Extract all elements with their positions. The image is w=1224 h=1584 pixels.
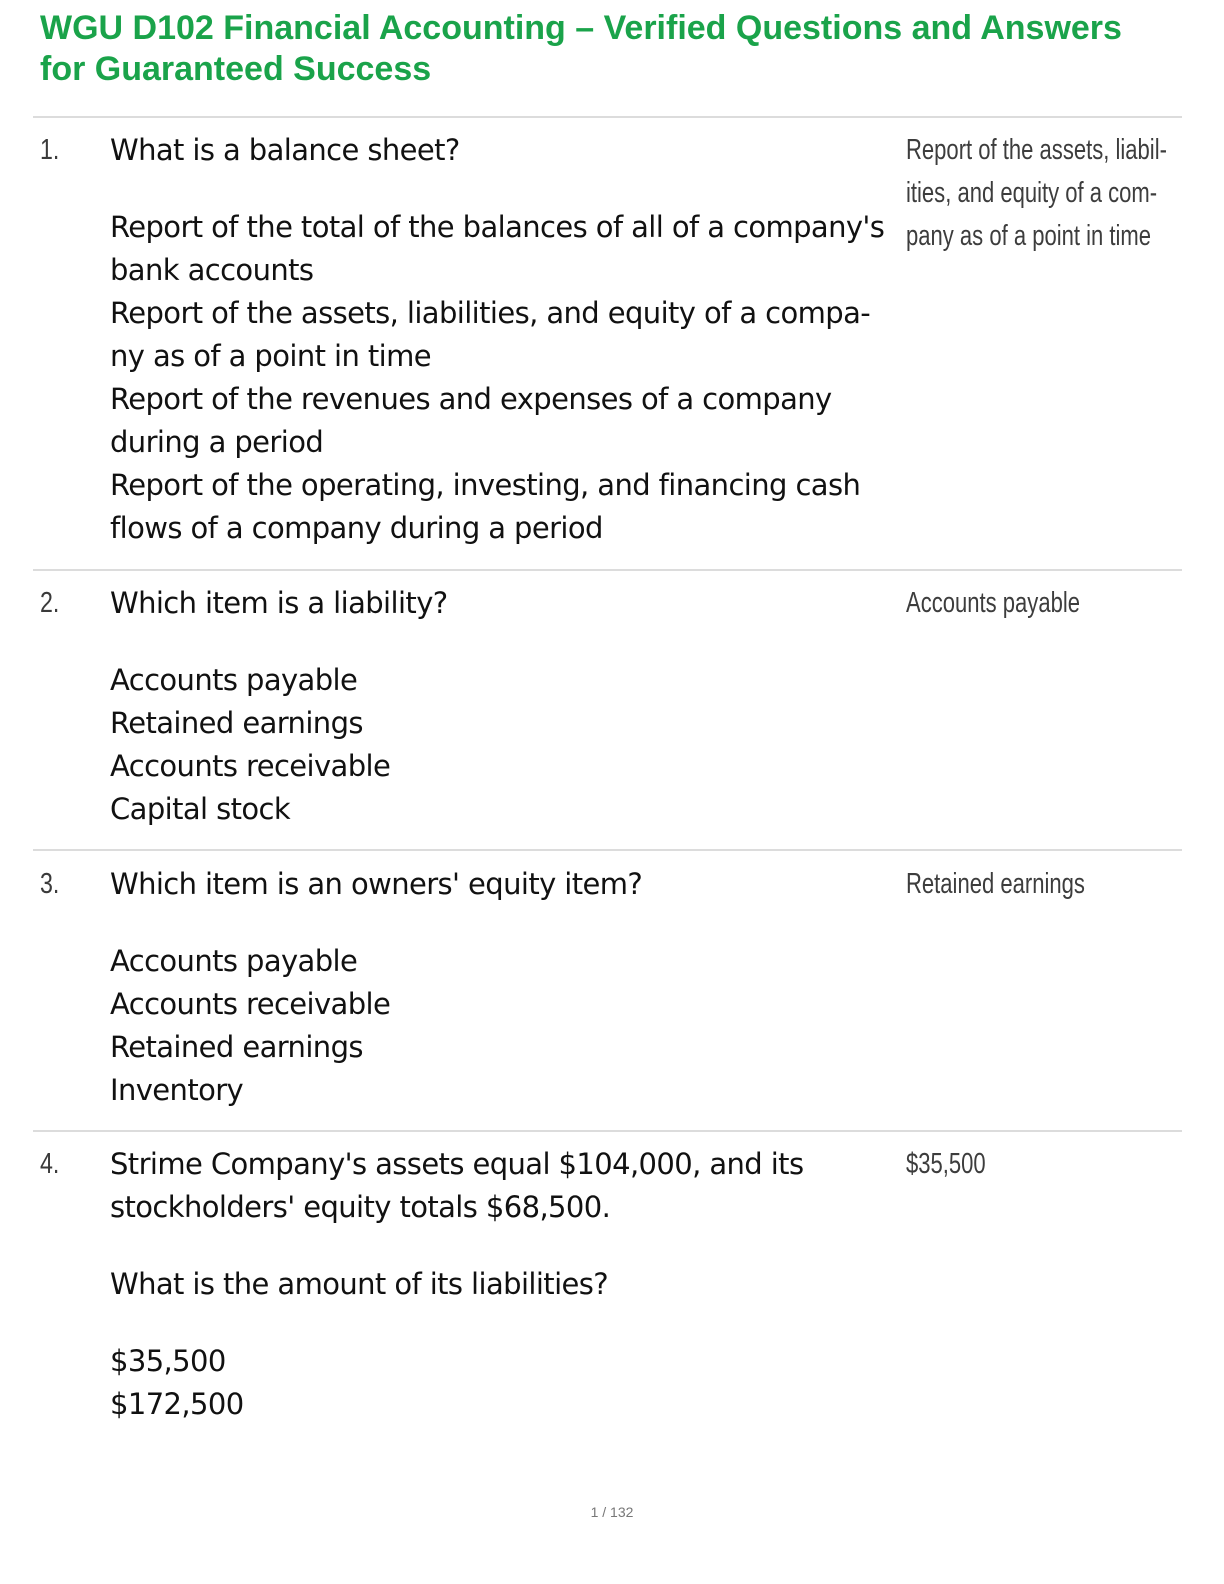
title-line: for Guaranteed Success: [40, 50, 432, 88]
divider: [33, 1130, 1182, 1132]
option-text: Accounts receivable: [110, 749, 391, 783]
title-line: WGU D102 Financial Accounting – Verified Questions and Answers: [40, 9, 1122, 47]
answer-text: [906, 863, 1164, 906]
question-number: 2.: [40, 587, 60, 619]
question-number: 4.: [40, 1148, 60, 1180]
answer-line: $35,500: [906, 1148, 986, 1180]
option-text: $35,500: [110, 1344, 226, 1378]
question-number: 3.: [40, 868, 60, 900]
answer-line: Report of the assets, liabil-: [906, 134, 1167, 166]
question-text: Which item is a liability?: [110, 586, 448, 620]
answer-line: Retained earnings: [906, 868, 1085, 900]
option-text: ny as of a point in time: [110, 339, 431, 373]
option-text: Accounts payable: [110, 944, 358, 978]
option-text: Accounts receivable: [110, 987, 391, 1021]
option-text: flows of a company during a period: [110, 511, 603, 545]
divider: [33, 849, 1182, 851]
document-title: [40, 8, 1190, 90]
question-number: 1.: [40, 134, 60, 166]
option-text: Report of the total of the balances of all of a company's: [110, 210, 885, 244]
answer-text: [906, 1143, 1164, 1186]
answer-line: pany as of a point in time: [906, 220, 1152, 252]
option-text: Report of the revenues and expenses of a company: [110, 382, 832, 416]
answer-text: [906, 129, 1167, 258]
divider: [33, 569, 1182, 571]
option-text: Report of the assets, liabilities, and equity of a compa-: [110, 296, 871, 330]
option-text: Report of the operating, investing, and financing cash: [110, 468, 861, 502]
question-body: [110, 863, 900, 1112]
option-text: Retained earnings: [110, 706, 363, 740]
option-text: Retained earnings: [110, 1030, 363, 1064]
question-text: Strime Company's assets equal $104,000, and its: [110, 1147, 804, 1181]
question-text: Which item is an owners' equity item?: [110, 867, 643, 901]
question-followup: What is the amount of its liabilities?: [110, 1267, 609, 1301]
option-text: Accounts payable: [110, 663, 358, 697]
option-text: during a period: [110, 425, 324, 459]
question-body: [110, 129, 900, 550]
option-text: Capital stock: [110, 792, 291, 826]
question-body: [110, 582, 900, 831]
answer-text: [906, 582, 1164, 625]
question-body: [110, 1143, 900, 1426]
question-text: What is a balance sheet?: [110, 133, 460, 167]
divider: [33, 116, 1182, 118]
option-text: $172,500: [110, 1387, 244, 1421]
answer-line: Accounts payable: [906, 587, 1080, 619]
question-text: stockholders' equity totals $68,500.: [110, 1190, 611, 1224]
answer-line: ities, and equity of a com-: [906, 177, 1158, 209]
page-number: 1 / 132: [590, 1504, 634, 1520]
option-text: bank accounts: [110, 253, 314, 287]
option-text: Inventory: [110, 1073, 244, 1107]
